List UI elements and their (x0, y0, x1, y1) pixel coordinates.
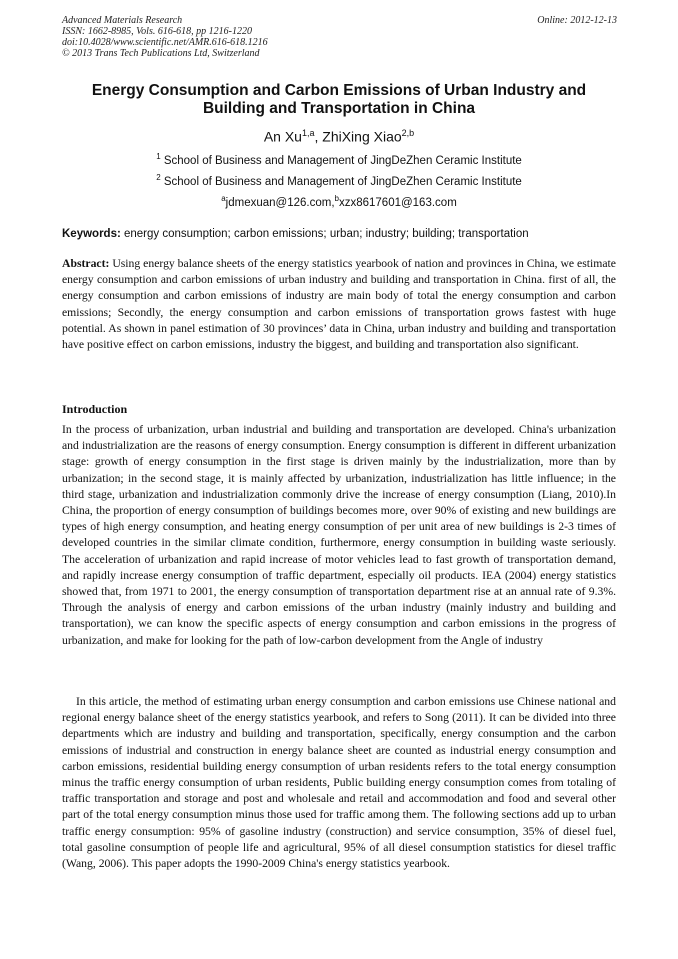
email-a: jdmexuan@126.com, (225, 196, 335, 209)
copyright-line: © 2013 Trans Tech Publications Ltd, Switzerland (62, 48, 260, 59)
introduction-heading: Introduction (62, 402, 128, 416)
affiliation-1-text: School of Business and Management of JingDeZhen Ceramic Institute (160, 154, 522, 167)
abstract-text: Using energy balance sheets of the energy statistics yearbook of nation and provinces in China, we estimate energy consumption and carbon emissions of urban industry and building and transportation in China. first of all, the energy consumption and carbon emissions of industry are main body of total the energy consumption and carbon emissions; Secondly, the energy consumption and carbon emissions of transportation grows fastest with huge potential. As shown in panel estimation of 30 provinces’ data in China, urban industry and building and transportation have positive effect on carbon emissions, industry the biggest, and building and transportation also significant. (62, 257, 616, 352)
title-line-1: Energy Consumption and Carbon Emissions of Urban Industry and (91, 82, 587, 99)
author-emails (62, 192, 616, 210)
affiliation-1 (62, 150, 616, 168)
affiliation-1-superscript: 1 (156, 152, 161, 161)
author-list (62, 125, 616, 145)
journal-header (62, 15, 617, 59)
abstract (62, 256, 616, 353)
affiliation-2-superscript: 2 (156, 173, 161, 182)
keywords (62, 227, 622, 241)
paper-title (62, 82, 616, 118)
issn-line: ISSN: 1662-8985, Vols. 616-618, pp 1216-1220 (62, 26, 252, 37)
author-1: An Xu (263, 128, 302, 145)
online-date: Online: 2012-12-13 (537, 15, 617, 26)
author-separator: , (314, 128, 323, 145)
author-2-superscript: 2,b (401, 128, 415, 138)
introduction-paragraph-2: In this article, the method of estimating urban energy consumption and carbon emissions use Chinese national and regional energy balance sheet of the energy statistics yearbook, and refers to Song (2011). It can be divided into three departments which are industry and building and transportation, specifically, energy consumption and the carbon emissions of industrial and construction in energy balance sheet are counted as industrial energy consumption and carbon emissions, residential building energy consumption of urban residents refers to the total energy consumption minus the traffic energy consumption of urban residents, Public building energy consumption comes from totaling of traffic transportation and storage and post and wholesale and retail and accommodation and food and several other part of the total energy consumption minus those used for traffic among them. The following sections add up to urban traffic energy consumption: 95% of gasoline industry (construction) and service consumption, 35% of diesel fuel, total gasoline consumption of people life and agricultural, 95% of all diesel consumption statistics for diesel traffic (Wang, 2006). This paper adopts the 1990-2009 China's energy statistics yearbook. (62, 695, 616, 871)
affiliation-2 (62, 171, 616, 189)
author-2: ZhiXing Xiao (322, 128, 402, 145)
author-1-superscript: 1,a (301, 128, 315, 138)
doi-line: doi:10.4028/www.scientific.net/AMR.616-618.1216 (62, 37, 268, 48)
email-b: xzx8617601@163.com (338, 196, 457, 209)
introduction-paragraph-1: In the process of urbanization, urban industrial and building and transportation are developed. China's urbanization and industrialization are the reasons of energy consumption. Energy consumption is different in different urbanization stage: growth of energy consumption in the first stage is driven mainly by the industrialization, more than by urbanization; in the second stage, it is mainly affected by urbanization, industrialization has little influence; in the third stage, urbanization and industrialization commonly drive the increase of energy consumption (Liang, 2010).In China, the proportion of energy consumption of buildings becomes more, over 90% of existing and new buildings are types of high energy consumption, and heating energy consumption of per unit area of new buildings is 2-3 times of developed countries in the similar climate condition, furthermore, energy consumption in building waste seriously. The acceleration of urbanization and rapid increase of motor vehicles lead to fast growth of transportation demand, and rapidly increase energy consumption of traffic department, especially oil products. IEA (2004) energy statistics showed that, from 1971 to 2001, the energy consumption of transportation department rise at an annual rate of 9.3%. Through the analysis of energy and carbon emissions of the urban industry (mainly industry and building and transportation), we can know the specific aspects of energy consumption and carbon emissions in the progress of urbanization, and make for looking for the path of low-carbon development from the Angle of industry (62, 423, 616, 647)
email-a-superscript: a (221, 194, 226, 203)
title-line-2: Building and Transportation in China (202, 100, 476, 117)
affiliation-2-text: School of Business and Management of JingDeZhen Ceramic Institute (160, 175, 522, 188)
journal-name: Advanced Materials Research (62, 15, 183, 26)
email-b-superscript: b (334, 194, 339, 203)
keywords-text: energy consumption; carbon emissions; urban; industry; building; transportation (120, 228, 529, 240)
abstract-label: Abstract: (62, 257, 110, 270)
keywords-label: Keywords: (62, 228, 121, 240)
